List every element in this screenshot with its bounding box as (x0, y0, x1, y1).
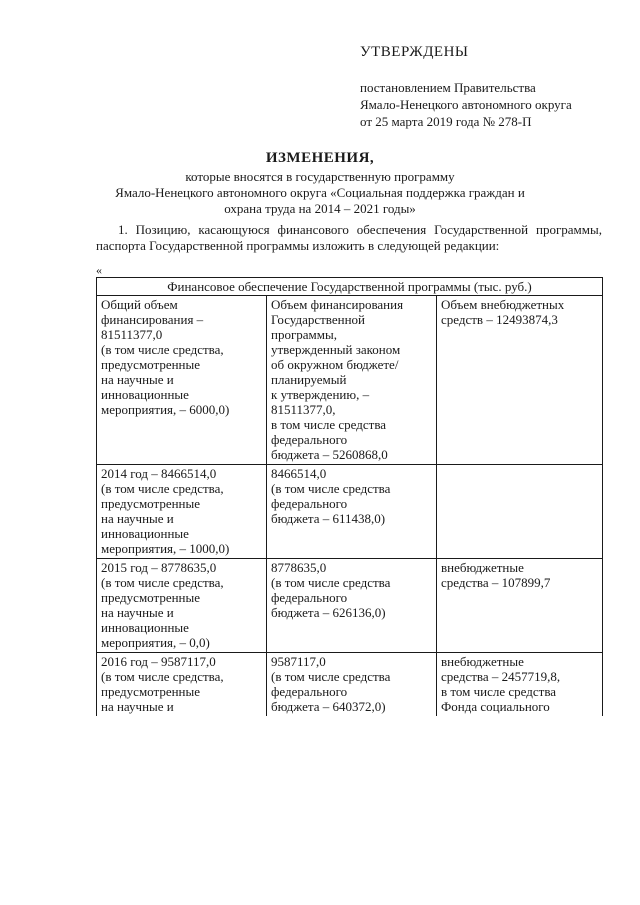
approval-line: Ямало-Ненецкого автономного округа (360, 97, 572, 112)
title-subtitle-line: Ямало-Ненецкого автономного округа «Социальная поддержка граждан и (115, 185, 525, 200)
table-body (97, 296, 603, 717)
approval-line: от 25 марта 2019 года № 278-П (360, 114, 532, 129)
cell-text-line: Общий объем (101, 297, 178, 312)
extrabudget-funding-cell (437, 653, 603, 717)
cell-text-line: внебюджетные (441, 654, 524, 669)
cell-text-line: утвержденный законом (271, 342, 401, 357)
table-row (97, 465, 603, 559)
cell-text-line: в том числе средства (271, 417, 387, 432)
total-funding-cell (97, 296, 267, 465)
opening-quote-mark: « (96, 263, 102, 277)
cell-text-line: Государственной (271, 312, 366, 327)
cell-text-line: 2015 год – 8778635,0 (101, 560, 217, 575)
cell-text-line: инновационные (101, 387, 189, 402)
cell-text-line: Объем финансирования (271, 297, 404, 312)
cell-text-line: на научные и (101, 511, 174, 526)
cell-text-line: (в том числе средства (271, 575, 391, 590)
cell-text-line: к утверждению, – (271, 387, 370, 402)
cell-text-line: бюджета – 5260868,0 (271, 447, 388, 462)
cell-text-line: 9587117,0 (271, 654, 326, 669)
cell-text-line: (в том числе средства, (101, 669, 224, 684)
cell-text-line: федерального (271, 432, 348, 447)
cell-text-line: программы, (271, 327, 337, 342)
cell-text-line: предусмотренные (101, 357, 201, 372)
cell-text-line: (в том числе средства (271, 669, 391, 684)
cell-text-line: финансирования – (101, 312, 204, 327)
cell-text-line: мероприятия, – 6000,0) (101, 402, 230, 417)
cell-text-line: 81511377,0, (271, 402, 336, 417)
cell-text-line: инновационные (101, 526, 189, 541)
cell-text-line: (в том числе средства, (101, 481, 224, 496)
approval-line: постановлением Правительства (360, 80, 536, 95)
cell-text-line: бюджета – 640372,0) (271, 699, 386, 714)
table-row (97, 653, 603, 717)
cell-text-line: предусмотренные (101, 496, 201, 511)
cell-text-line: планируемый (271, 372, 347, 387)
budget-funding-cell (267, 465, 437, 559)
cell-text-line: (в том числе средства, (101, 575, 224, 590)
total-funding-cell (97, 559, 267, 653)
financing-table (96, 277, 603, 716)
cell-text-line: внебюджетные (441, 560, 524, 575)
cell-text-line: средства – 2457719,8, (441, 669, 561, 684)
budget-funding-cell (267, 653, 437, 717)
cell-text-line: средства – 107899,7 (441, 575, 551, 590)
cell-text-line: федерального (271, 496, 348, 511)
table-row (97, 296, 603, 465)
budget-funding-cell (267, 296, 437, 465)
total-funding-cell (97, 653, 267, 717)
cell-text-line: 2014 год – 8466514,0 (101, 466, 217, 481)
cell-text-line: федерального (271, 590, 348, 605)
cell-text-line: Фонда социального (441, 699, 550, 714)
total-funding-cell (97, 465, 267, 559)
cell-text-line: об окружном бюджете/ (271, 357, 399, 372)
approval-heading: УТВЕРЖДЕНЫ (360, 44, 469, 60)
document-title (0, 150, 640, 217)
budget-funding-cell (267, 559, 437, 653)
cell-text-line: (в том числе средства (271, 481, 391, 496)
amendment-paragraph: 1. Позицию, касающуюся финансового обеспечения Государственной программы, паспорта Государственной программы изложить в следующей редакции: (96, 222, 602, 253)
table-row (97, 559, 603, 653)
title-subtitle-line: охрана труда на 2014 – 2021 годы» (224, 201, 416, 216)
cell-text-line: на научные и (101, 605, 174, 620)
cell-text-line: Объем внебюджетных (441, 297, 565, 312)
cell-text-line: мероприятия, – 0,0) (101, 635, 210, 650)
cell-text-line: на научные и (101, 372, 174, 387)
cell-text-line: предусмотренные (101, 684, 201, 699)
extrabudget-funding-cell (437, 296, 603, 465)
cell-text-line: 8778635,0 (271, 560, 327, 575)
cell-text-line: инновационные (101, 620, 189, 635)
cell-text-line: средств – 12493874,3 (441, 312, 558, 327)
title-subtitle-line: которые вносятся в государственную программу (185, 169, 455, 184)
cell-text-line: бюджета – 626136,0) (271, 605, 386, 620)
cell-text-line: мероприятия, – 1000,0) (101, 541, 230, 556)
cell-text-line: на научные и (101, 699, 174, 714)
extrabudget-funding-cell (437, 465, 603, 559)
extrabudget-funding-cell (437, 559, 603, 653)
cell-text-line: федерального (271, 684, 348, 699)
cell-text-line: бюджета – 611438,0) (271, 511, 386, 526)
cell-text-line: 2016 год – 9587117,0 (101, 654, 216, 669)
approval-block (360, 44, 630, 130)
cell-text-line: предусмотренные (101, 590, 201, 605)
cell-text-line: в том числе средства (441, 684, 557, 699)
cell-text-line: 81511377,0 (101, 327, 163, 342)
cell-text-line: 8466514,0 (271, 466, 327, 481)
table-caption: Финансовое обеспечение Государственной программы (тыс. руб.) (97, 278, 603, 296)
cell-text-line: (в том числе средства, (101, 342, 224, 357)
title-main: ИЗМЕНЕНИЯ, (265, 150, 375, 166)
